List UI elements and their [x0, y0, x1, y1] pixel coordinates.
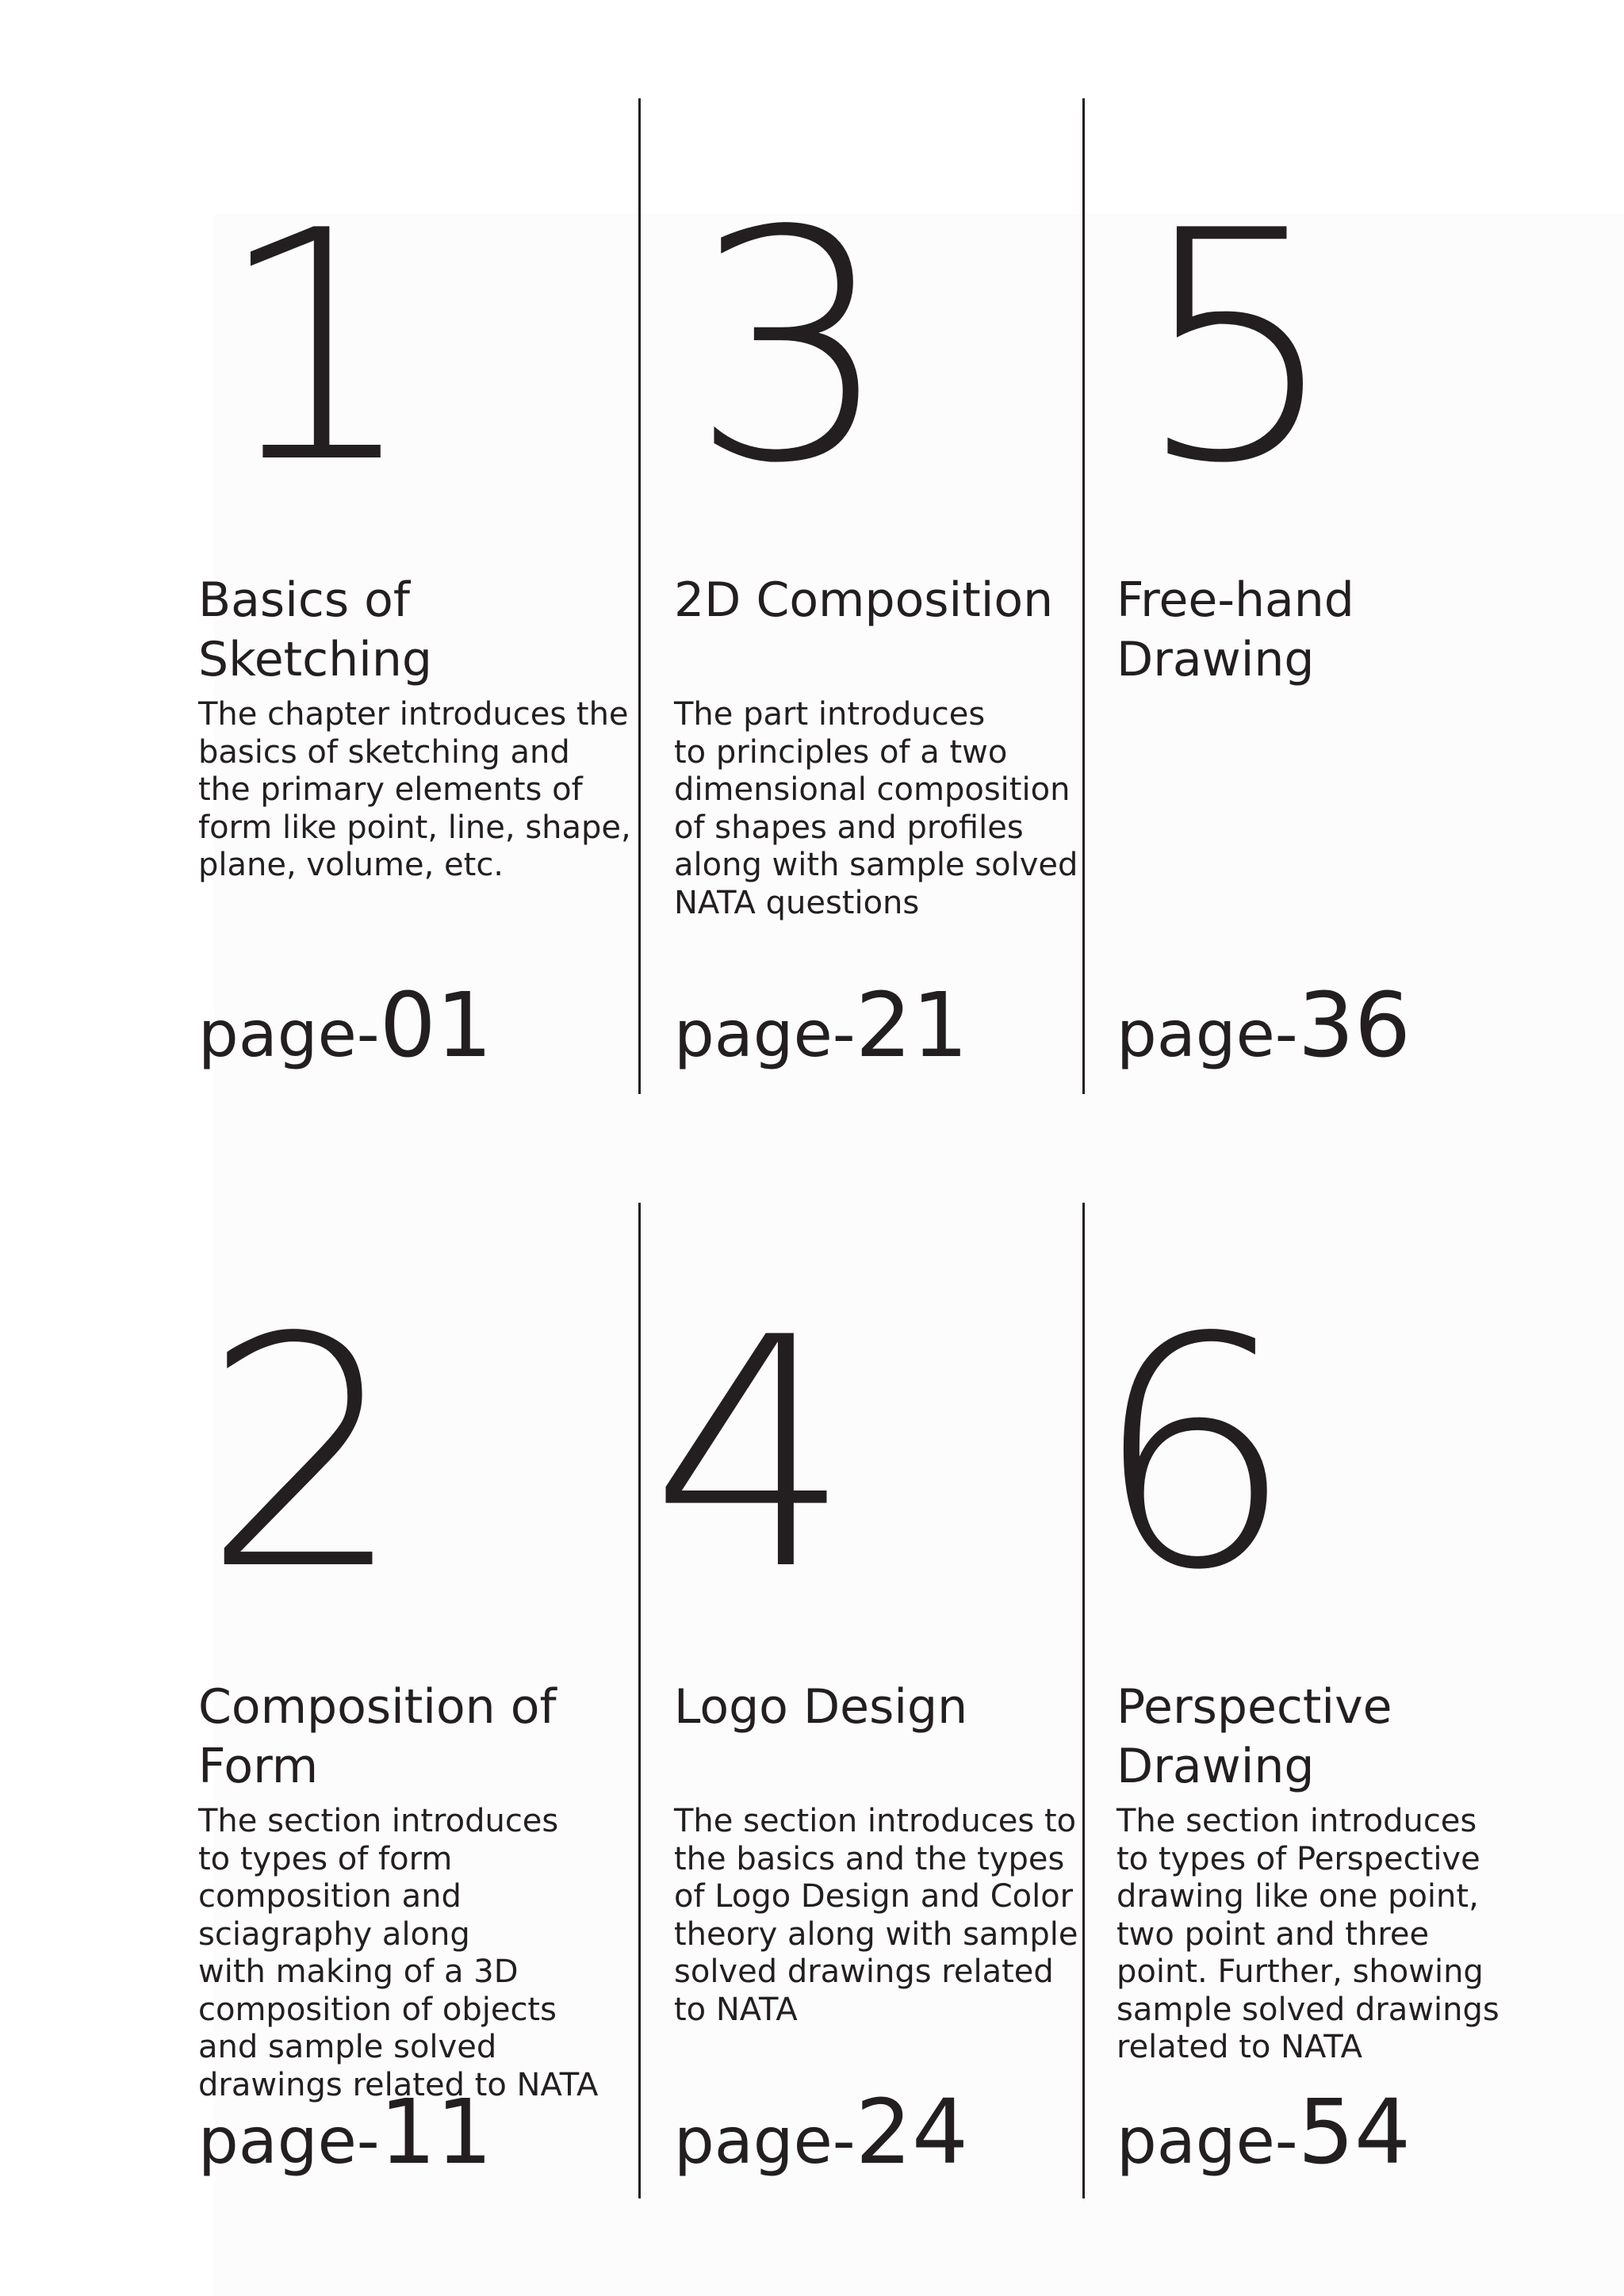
chapter-number: 4: [650, 1271, 848, 1640]
page-label: page-: [674, 2104, 856, 2178]
chapter-card: [1093, 1107, 1561, 2201]
page-number: 24: [855, 2081, 969, 2184]
chapter-page-ref: [1116, 2081, 1411, 2184]
chapter-description: The section introduces to types of form composition and sciagraphy along with making of a 3D composition of objects and sample solved drawings related to NATA: [198, 1803, 599, 2103]
chapter-title: Composition of Form: [198, 1679, 557, 1794]
page-number: 54: [1297, 2081, 1411, 2184]
chapter-card: [650, 1107, 1118, 2201]
chapter-description: The section introduces to types of Perspective drawing like one point, two point and three point. Further, showing sample solved drawings related to NATA: [1116, 1803, 1500, 2065]
chapter-page-ref: [198, 974, 493, 1077]
chapter-page-ref: [674, 974, 969, 1077]
page-number: 21: [855, 974, 969, 1077]
page-number: 11: [379, 2081, 493, 2184]
page-label: page-: [1116, 2104, 1298, 2178]
chapter-page-ref: [198, 2081, 493, 2184]
chapter-number: 6: [1093, 1271, 1290, 1640]
chapter-number: 5: [1136, 164, 1334, 533]
chapter-title: 2D Composition: [674, 572, 1054, 628]
chapter-card: [198, 0, 642, 1094]
chapter-number: 3: [690, 164, 887, 533]
chapter-description: The part introduces to principles of a two dimensional composition of shapes and profiles along with sample solved NATA questions: [674, 696, 1078, 921]
chapter-title: Free-hand Drawing: [1116, 572, 1354, 687]
chapter-description: The section introduces to the basics and the types of Logo Design and Color theory along with sample solved drawings related to NATA: [674, 1803, 1078, 2028]
page-number: 01: [379, 974, 493, 1077]
chapter-page-ref: [1116, 974, 1411, 1077]
page-label: page-: [1116, 997, 1298, 1071]
page-label: page-: [198, 2104, 380, 2178]
chapter-title: Perspective Drawing: [1116, 1679, 1392, 1794]
chapter-card: [1116, 0, 1561, 1094]
chapter-page-ref: [674, 2081, 969, 2184]
chapter-card: [674, 0, 1118, 1094]
chapter-card: [198, 1107, 642, 2201]
chapter-title: Logo Design: [674, 1679, 968, 1735]
page-number: 36: [1297, 974, 1411, 1077]
page-label: page-: [674, 997, 856, 1071]
chapter-title: Basics of Sketching: [198, 572, 432, 687]
chapter-number: 2: [202, 1271, 400, 1640]
chapter-number: 1: [216, 164, 413, 533]
page-label: page-: [198, 997, 380, 1071]
chapter-description: The chapter introduces the basics of sketching and the primary elements of form like point, line, shape, plane, volume, etc.: [198, 696, 631, 883]
